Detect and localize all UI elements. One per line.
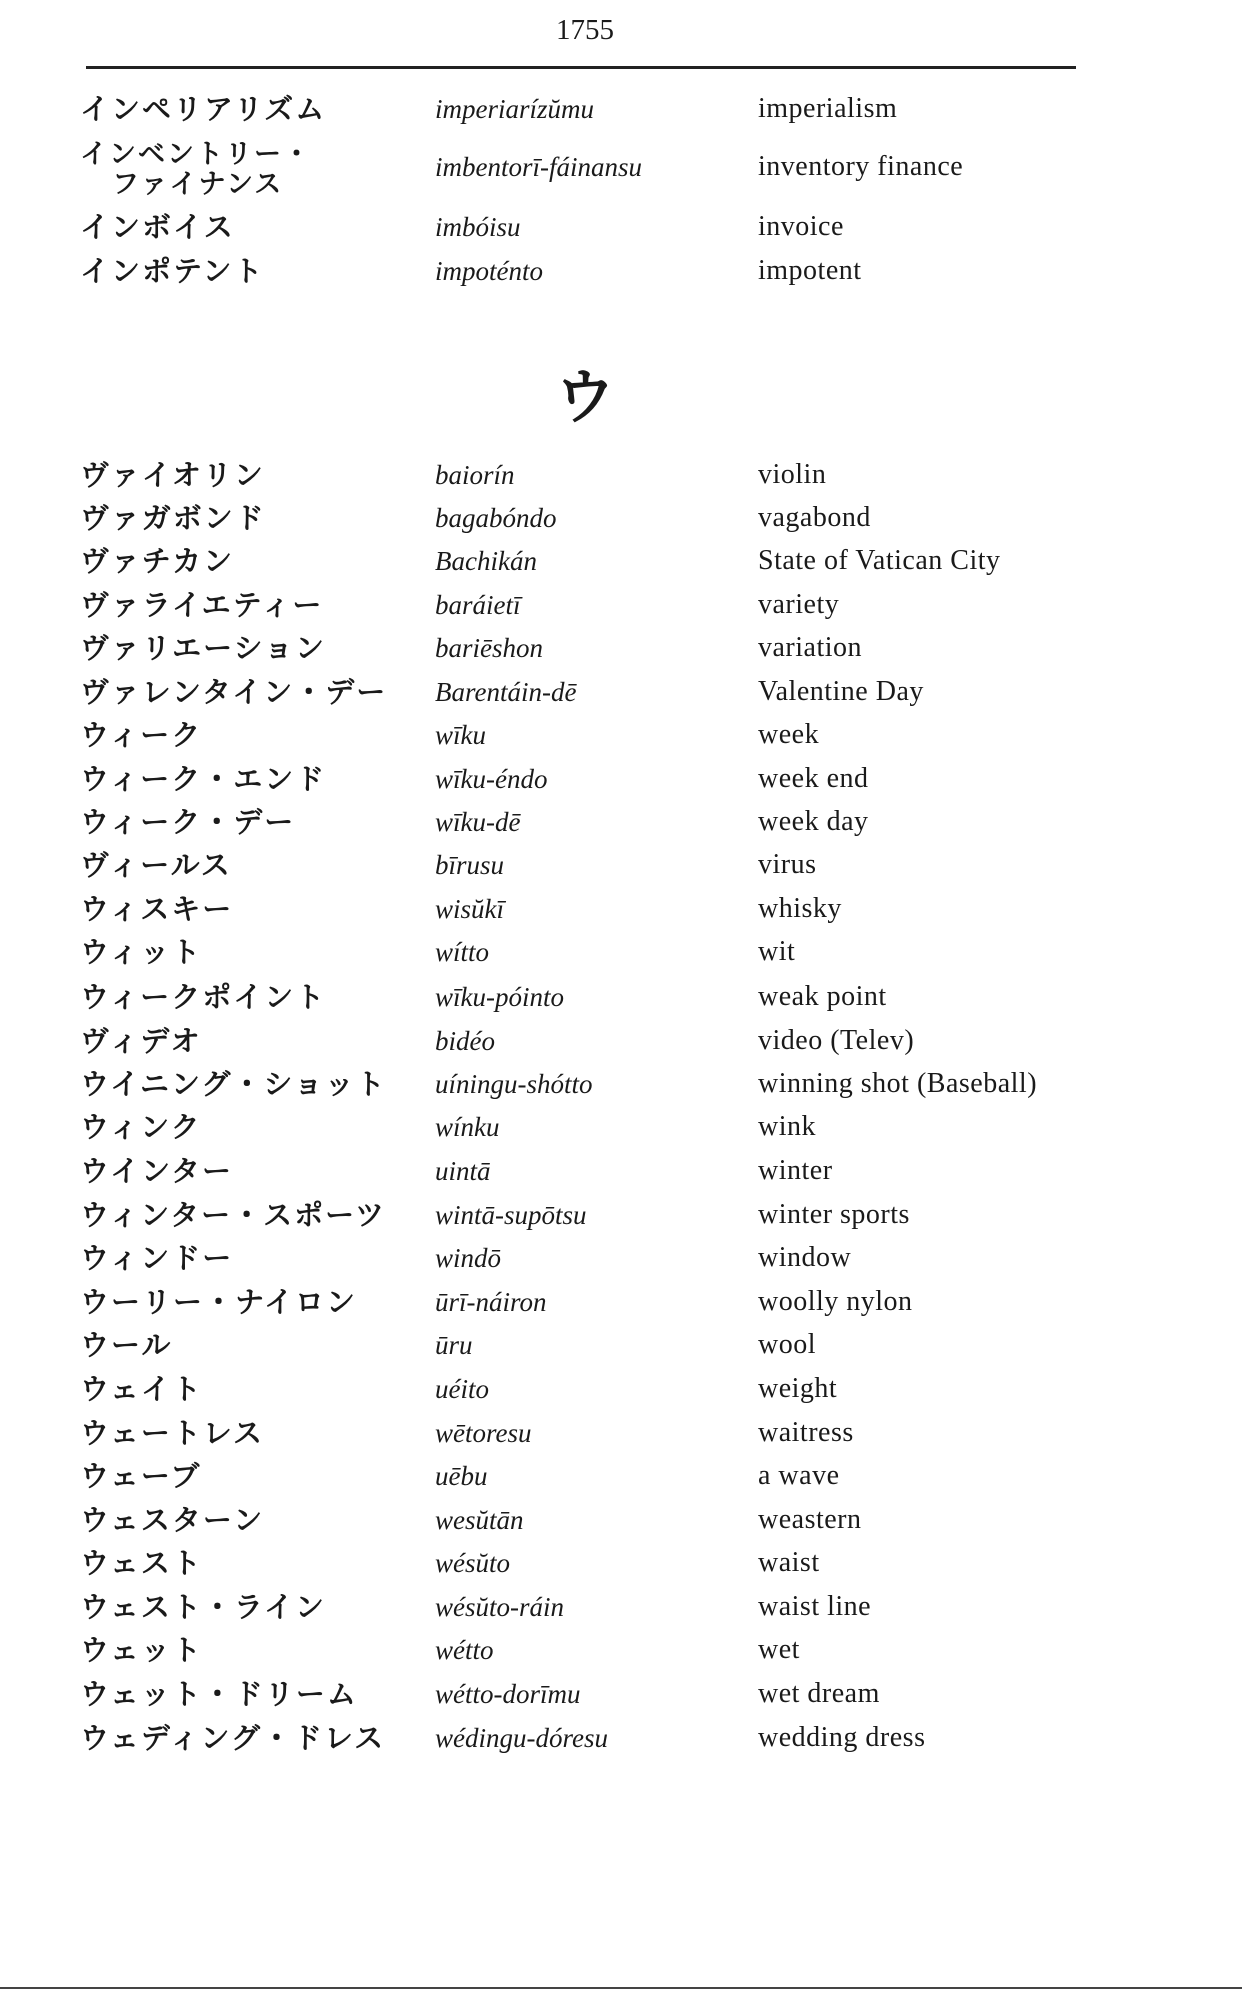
entry-english: video (Telev): [758, 1025, 915, 1056]
entry-romaji: bariēshon: [435, 633, 543, 663]
dictionary-entry: [0, 1067, 1242, 1107]
dictionary-entry: [0, 1721, 1242, 1761]
entry-katakana: ヴァイオリン: [80, 458, 265, 492]
entry-katakana: ウィークポイント: [80, 980, 327, 1014]
dictionary-entry: [0, 1546, 1242, 1586]
dictionary-entry: [0, 458, 1242, 498]
dictionary-entry: [0, 892, 1242, 932]
entry-romaji: baiorín: [435, 460, 515, 490]
entry-katakana: ウーリー・ナイロン: [80, 1285, 357, 1319]
entry-english: virus: [758, 849, 817, 880]
entry-katakana: ヴァリエーション: [80, 631, 326, 665]
entry-romaji: Barentáin-dē: [435, 677, 577, 707]
entry-katakana: ウェイト: [80, 1372, 203, 1406]
dictionary-entry: [0, 1198, 1242, 1238]
dictionary-entry: [0, 1459, 1242, 1499]
entry-romaji: imbóisu: [435, 212, 521, 242]
entry-english: vagabond: [758, 502, 871, 533]
entry-english: State of Vatican City: [758, 545, 1001, 576]
entry-romaji: wīku-póinto: [435, 982, 564, 1012]
entry-romaji: windō: [435, 1243, 502, 1273]
entry-romaji: wésŭto-ráin: [435, 1592, 565, 1622]
entry-romaji: wētoresu: [435, 1418, 532, 1448]
dictionary-entry: [0, 1503, 1242, 1543]
entry-katakana: インペリアリズム: [80, 92, 327, 126]
dictionary-entry: [0, 1416, 1242, 1456]
entry-romaji: wédingu-dóresu: [435, 1723, 608, 1753]
dictionary-entry: [0, 92, 1242, 132]
entry-romaji: bīrusu: [435, 850, 505, 880]
entry-katakana: ヴァレンタイン・デー: [80, 675, 388, 709]
entry-romaji: impoténto: [435, 256, 543, 286]
entry-english: impotent: [758, 255, 862, 286]
entry-romaji: wīku: [435, 720, 486, 750]
dictionary-entry: [0, 254, 1242, 294]
dictionary-entry: [0, 1633, 1242, 1673]
dictionary-entry: [0, 140, 1242, 204]
entry-english: variety: [758, 589, 840, 620]
entry-katakana: ウイニング・ショット: [80, 1067, 387, 1101]
entry-romaji: uéito: [435, 1374, 489, 1404]
entry-katakana: ヴァライエティー: [80, 588, 324, 622]
entry-katakana: ウェートレス: [80, 1416, 264, 1450]
entry-katakana: ウィーク: [80, 718, 203, 752]
entry-english: woolly nylon: [758, 1286, 913, 1317]
entry-romaji: uēbu: [435, 1461, 488, 1491]
entry-romaji: wítto: [435, 937, 490, 967]
entry-romaji: bagabóndo: [435, 503, 557, 533]
dictionary-entry: [0, 675, 1242, 715]
entry-romaji: imperiarízŭmu: [435, 94, 595, 124]
entry-english: imperialism: [758, 93, 898, 124]
dictionary-entry: [0, 1110, 1242, 1150]
entry-romaji: wīku-éndo: [435, 764, 548, 794]
dictionary-entry: [0, 1677, 1242, 1717]
entry-english: weight: [758, 1373, 838, 1404]
entry-english: week end: [758, 763, 869, 794]
entry-katakana: ウィット: [80, 935, 203, 969]
header-rule: [86, 66, 1076, 69]
entry-katakana: ウィーク・エンド: [80, 762, 327, 796]
entry-romaji: wintā-supōtsu: [435, 1200, 587, 1230]
entry-katakana: ウェスト・ライン: [80, 1590, 326, 1624]
dictionary-entry: [0, 1024, 1242, 1064]
entry-katakana: ウィンター・スポーツ: [80, 1198, 386, 1232]
entry-english: wet: [758, 1634, 800, 1665]
entry-english: wool: [758, 1329, 816, 1360]
entry-katakana: ウェット・ドリーム: [80, 1677, 358, 1711]
entry-katakana-line1: インベントリー・: [80, 139, 312, 170]
dictionary-entry: [0, 501, 1242, 541]
section-heading: ウ: [555, 363, 615, 433]
entry-english: wink: [758, 1111, 816, 1142]
entry-english: window: [758, 1242, 852, 1273]
entry-romaji: wesŭtān: [435, 1505, 524, 1535]
entry-english: Valentine Day: [758, 676, 924, 707]
dictionary-entry: [0, 588, 1242, 628]
entry-romaji: imbentorī-fáinansu: [435, 152, 642, 182]
dictionary-entry: [0, 718, 1242, 758]
dictionary-entry: [0, 210, 1242, 250]
entry-english: whisky: [758, 893, 842, 924]
entry-katakana: ウール: [80, 1328, 173, 1362]
entry-english: a wave: [758, 1460, 840, 1491]
entry-romaji: wínku: [435, 1112, 500, 1142]
dictionary-entry: [0, 980, 1242, 1020]
dictionary-entry: [0, 1372, 1242, 1412]
entry-english: wedding dress: [758, 1722, 926, 1753]
entry-katakana: ウェスターン: [80, 1503, 265, 1537]
entry-romaji: ūru: [435, 1330, 473, 1360]
entry-romaji: Bachikán: [435, 546, 537, 576]
entry-romaji: uíningu-shótto: [435, 1069, 593, 1099]
dictionary-entry: [0, 1154, 1242, 1194]
entry-romaji: wīku-dē: [435, 807, 521, 837]
entry-katakana: ウィスキー: [80, 892, 234, 926]
entry-romaji: wisŭkī: [435, 894, 505, 924]
dictionary-entry: [0, 1590, 1242, 1630]
entry-katakana: ウィンク: [80, 1110, 202, 1144]
entry-english: weastern: [758, 1504, 862, 1535]
dictionary-entry: [0, 1241, 1242, 1281]
dictionary-entry: [0, 631, 1242, 671]
entry-english: weak point: [758, 981, 887, 1012]
dictionary-entry: [0, 544, 1242, 584]
footer-rule: [0, 1987, 1242, 1989]
entry-katakana: ウェーブ: [80, 1459, 202, 1493]
entry-katakana: ウェディング・ドレス: [80, 1721, 386, 1755]
entry-romaji: wétto: [435, 1635, 494, 1665]
entry-english: inventory finance: [758, 151, 964, 182]
entry-english: waitress: [758, 1417, 854, 1448]
entry-katakana: ウェット: [80, 1633, 203, 1667]
entry-english: week day: [758, 806, 869, 837]
dictionary-entry: [0, 1285, 1242, 1325]
entry-english: violin: [758, 459, 827, 490]
entry-english: wet dream: [758, 1678, 880, 1709]
entry-katakana: ヴィデオ: [80, 1024, 202, 1058]
entry-katakana: ウェスト: [80, 1546, 203, 1580]
dictionary-entry: [0, 848, 1242, 888]
entry-english: winter sports: [758, 1199, 910, 1230]
entry-romaji: ūrī-náiron: [435, 1287, 547, 1317]
entry-english: winter: [758, 1155, 833, 1186]
entry-english: wit: [758, 936, 796, 967]
dictionary-entry: [0, 762, 1242, 802]
entry-romaji: bidéo: [435, 1026, 495, 1056]
entry-katakana: ウインター: [80, 1154, 233, 1188]
entry-katakana-line2: ファイナンス: [112, 169, 284, 200]
entry-english: waist line: [758, 1591, 872, 1622]
entry-romaji: baráietī: [435, 590, 521, 620]
entry-katakana: ヴァチカン: [80, 544, 235, 578]
entry-romaji: wésŭto: [435, 1548, 511, 1578]
entry-english: variation: [758, 632, 863, 663]
entry-katakana: ウィーク・デー: [80, 805, 296, 839]
entry-romaji: wétto-dorīmu: [435, 1679, 581, 1709]
entry-katakana: ヴィールス: [80, 848, 232, 882]
dictionary-entry: [0, 805, 1242, 845]
entry-katakana: インポテント: [80, 254, 265, 288]
page-number: 1755: [556, 14, 614, 46]
dictionary-entry: [0, 1328, 1242, 1368]
entry-english: invoice: [758, 211, 844, 242]
entry-english: week: [758, 719, 820, 750]
entry-english: winning shot (Baseball): [758, 1068, 1038, 1099]
entry-katakana: インボイス: [80, 210, 235, 244]
entry-katakana: ウィンドー: [80, 1241, 234, 1275]
entry-katakana: ヴァガボンド: [80, 501, 266, 535]
entry-romaji: uintā: [435, 1156, 491, 1186]
dictionary-entry: [0, 935, 1242, 975]
entry-english: waist: [758, 1547, 820, 1578]
